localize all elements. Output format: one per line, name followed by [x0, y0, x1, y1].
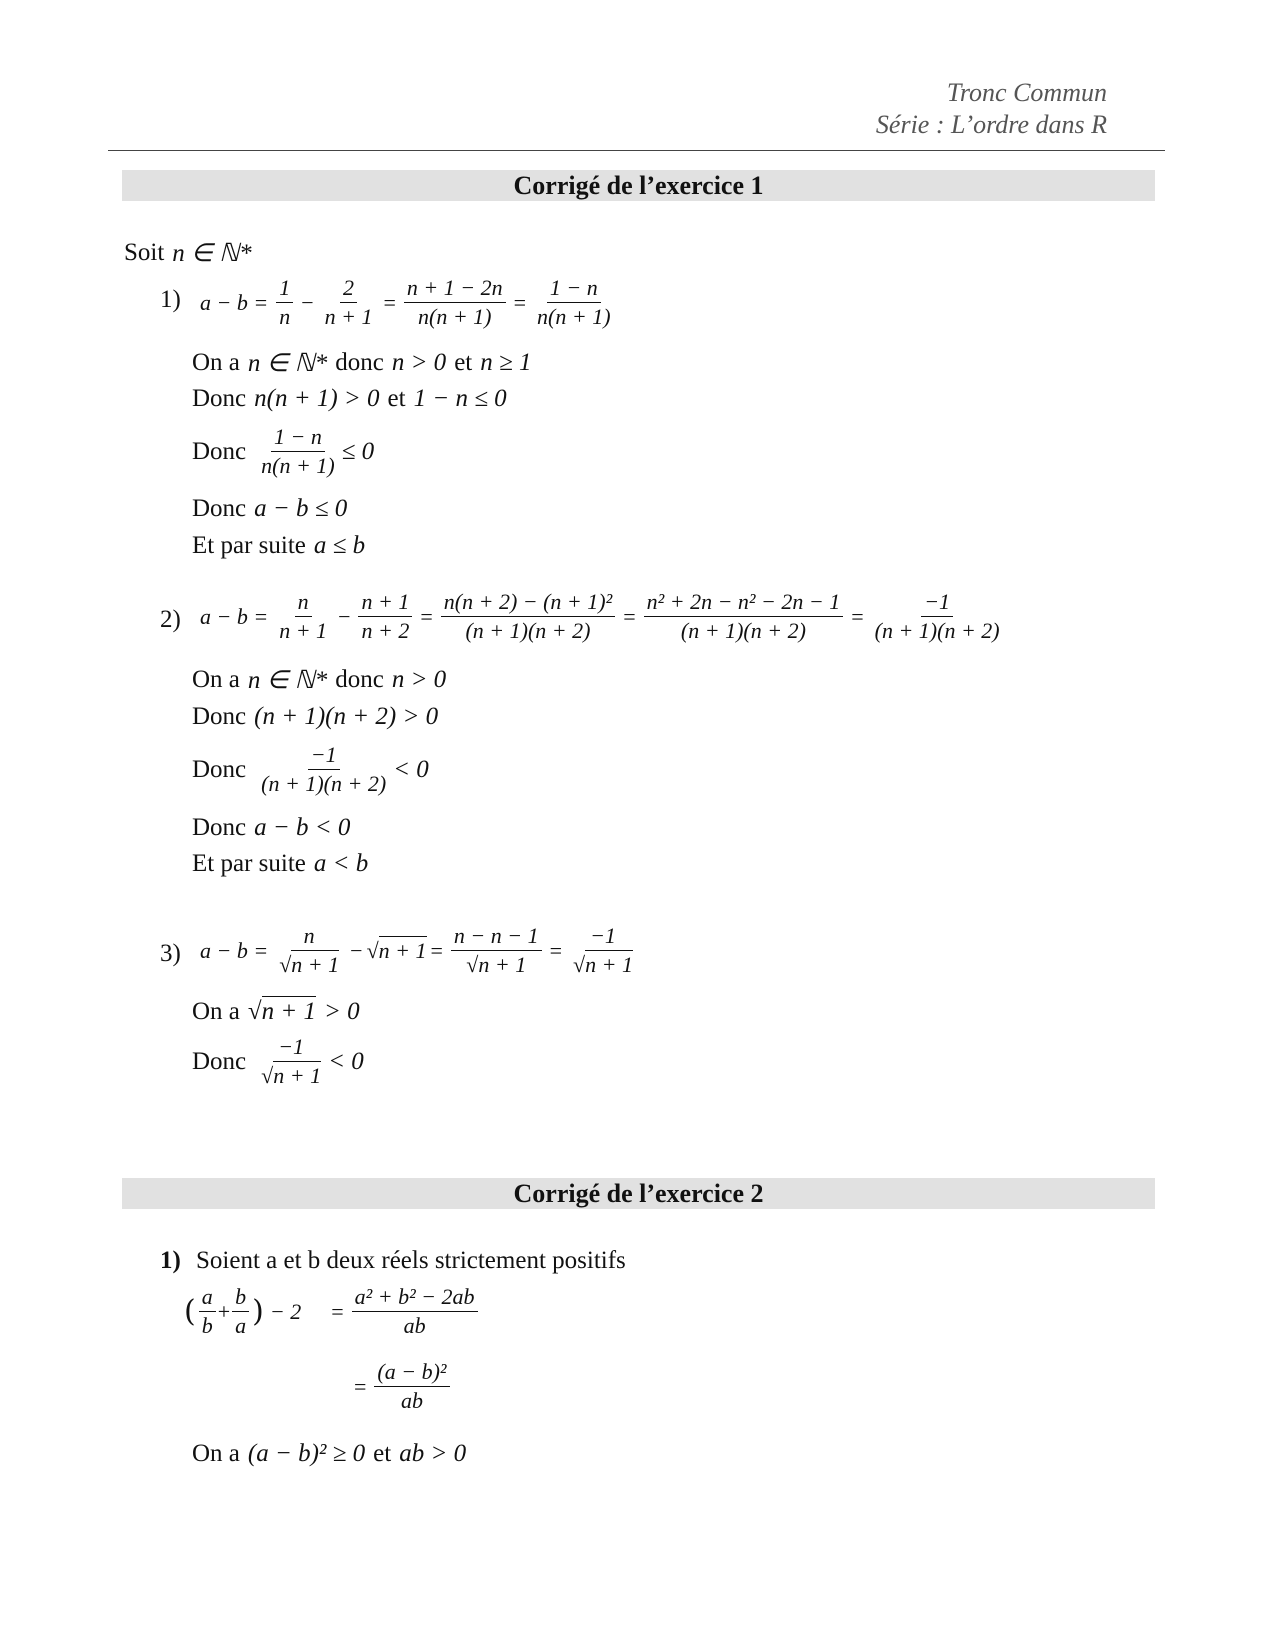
ex1-q1-line2: Donc n(n + 1) > 0 et 1 − n ≤ 0 [192, 385, 507, 412]
ex1-q2-line3: Donc $\frac{-1}{(n + 1)(n + 2)}$ < 0 [192, 742, 429, 797]
ex2-q1-eq2: = $\frac{\text{(a − b)²}}{ab}$ [350, 1360, 454, 1413]
intro-word: Soit [124, 239, 165, 266]
ex2-q1-conclusion: On a (a − b)² ≥ 0 et ab > 0 [192, 1440, 467, 1467]
fraction: $\frac{n + 1 - 2n}{n(n + 1)}$ [404, 276, 506, 329]
ex1-q2-line5: Et par suite a < b [192, 850, 369, 877]
ex1-q1-line1: On a n ∈ ℕ* donc n > 0 et n ≥ 1 [192, 349, 532, 377]
lhs: a − b = [200, 289, 269, 315]
ex1-intro [124, 238, 252, 268]
ex1-q3-label: 3) [160, 940, 181, 967]
ex1-q2-label: 2) [160, 606, 181, 633]
ex1-q2-equation: a − b = $\frac{n}{n + 1}$ − $\frac{n + 1}{n + 2}$ = $\frac{\text{n(n + 2) − (n + 1)²}}{(n + 1)(n + 2)}$ = $\frac{\text{n² + 2n − n² − 2n − 1}}{(n + 1)(n + 2)}$ = $\frac{-1}{(n + 1)(n + 2)}$ [200, 589, 1000, 644]
ex1-q3-equation: a − b = $\frac{n}{√n + 1}$ − √n + 1 = $\frac{n - n - 1}{√n + 1}$ = $\frac{-1}{√n + 1}$ [200, 923, 633, 978]
ex1-q1-line5: Et par suite a ≤ b [192, 532, 366, 559]
fraction: $\frac{1 - n}{n(n + 1)}$ [537, 275, 611, 330]
section-title-ex1: Corrigé de l’exercice 1 [122, 170, 1155, 201]
header-rule [108, 150, 1165, 151]
ex1-q3-line1: On a √n + 1 > 0 [192, 998, 360, 1025]
ex1-q2-line2: Donc (n + 1)(n + 2) > 0 [192, 703, 439, 730]
ex2-q1-label: 1) [160, 1247, 181, 1274]
fraction: $\frac{2}{n + 1}$ [324, 275, 373, 330]
ex2-q1-text: Soient a et b deux réels strictement positifs [196, 1247, 626, 1274]
header-course: Tronc Commun [946, 78, 1107, 107]
ex1-q2-line1: On a n ∈ ℕ* donc n > 0 [192, 666, 447, 694]
ex1-q2-line4: Donc a − b < 0 [192, 814, 351, 841]
ex1-q3-line2: Donc $\frac{-1}{√n + 1}$ < 0 [192, 1034, 364, 1089]
ex1-q1-equation: a − b = $\frac{1}{n}$ − $\frac{2}{n + 1}$ = $\frac{n + 1 - 2n}{n(n + 1)}$ = $\frac{1 - n}{n(n + 1)}$ [196, 276, 618, 329]
ex2-q1-eq1: ( $\frac{a}{b}$ + $\frac{b}{a}$ ) − 2 = $\frac{\text{a² + b² − 2ab}}{ab}$ [182, 1285, 482, 1338]
intro-math: n ∈ ℕ* [172, 240, 252, 267]
ex1-q1-label: 1) [160, 286, 181, 313]
ex1-q1-line4: Donc a − b ≤ 0 [192, 495, 348, 522]
section-title-ex2: Corrigé de l’exercice 2 [122, 1178, 1155, 1209]
fraction: $\frac{1}{n}$ [276, 276, 293, 329]
ex1-q1-line3: Donc $\frac{1 - n}{n(n + 1)}$ ≤ 0 [192, 424, 375, 479]
header-series: Série : L’ordre dans R [875, 110, 1107, 139]
